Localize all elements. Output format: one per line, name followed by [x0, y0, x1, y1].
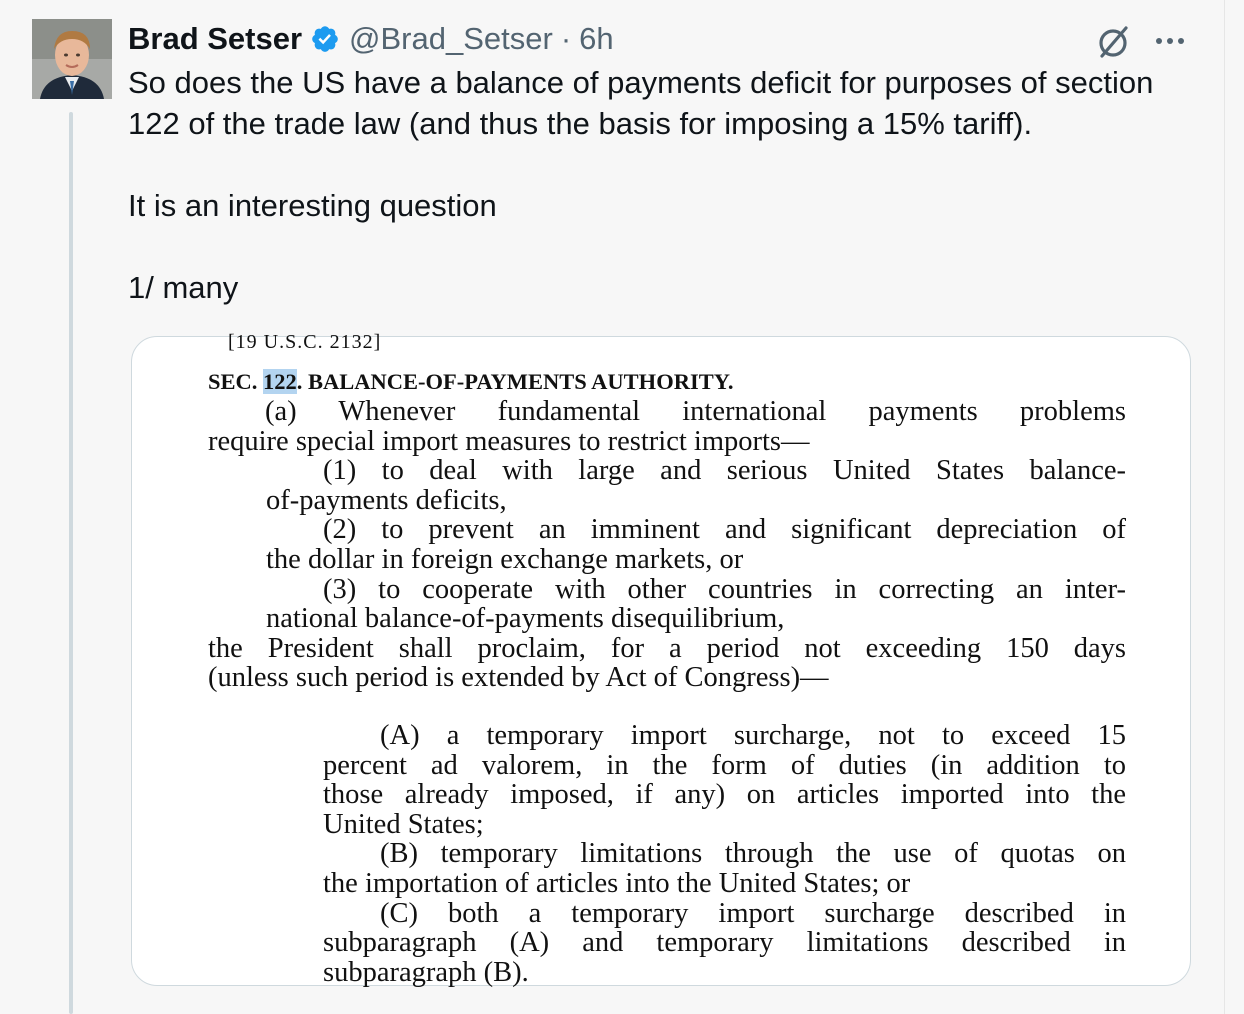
avatar-image: [32, 19, 112, 99]
tweet-line: So does the US have a balance of payments deficit for purposes of section: [128, 65, 1154, 100]
doc-line: United States;: [323, 808, 484, 840]
avatar[interactable]: [32, 19, 112, 99]
tweet-header: [128, 18, 614, 60]
separator-dot: ·: [560, 21, 572, 56]
doc-line: the President shall proclaim, for a period not exceeding 150 days: [208, 632, 1126, 664]
doc-line: (a) Whenever fundamental international payments problems: [265, 396, 1126, 427]
doc-line: (3) to cooperate with other countries in correcting an inter-: [323, 573, 1126, 605]
doc-line: (2) to prevent an imminent and significant depreciation of: [323, 514, 1126, 546]
section-heading: SEC. 122. BALANCE-OF-PAYMENTS AUTHORITY.: [208, 369, 734, 394]
doc-line: (C) both a temporary import surcharge described in: [380, 897, 1126, 929]
cut-off-citation: [19 U.S.C. 2132]: [228, 331, 382, 353]
doc-line: the dollar in foreign exchange markets, or: [266, 543, 744, 575]
doc-line: (1) to deal with large and serious United States balance-: [323, 455, 1126, 487]
doc-line: (A) a temporary import surcharge, not to exceed 15: [380, 719, 1126, 751]
more-icon[interactable]: [1150, 26, 1190, 56]
doc-line: (unless such period is extended by Act of Congress)—: [208, 662, 829, 694]
media-image[interactable]: [131, 331, 1191, 988]
doc-line: subparagraph (B).: [323, 956, 529, 988]
timestamp[interactable]: 6h: [579, 21, 614, 56]
tweet-line: 1/ many: [128, 270, 239, 305]
highlighted-text: 122: [263, 369, 297, 394]
tweet-line: 122 of the trade law (and thus the basis for imposing a 15% tariff).: [128, 106, 1033, 141]
doc-line: of-payments deficits,: [266, 484, 507, 516]
doc-line: percent ad valorem, in the form of duties (in addition to: [323, 749, 1126, 781]
handle[interactable]: @Brad_Setser: [349, 21, 553, 56]
doc-line: those already imposed, if any) on articles imported into the: [323, 779, 1126, 811]
document-excerpt: [208, 367, 1126, 987]
doc-line: subparagraph (A) and temporary limitations described in: [323, 927, 1126, 959]
grok-icon[interactable]: [1094, 22, 1134, 62]
doc-line: national balance-of-payments disequilibrium,: [266, 603, 785, 635]
tweet-text: [128, 62, 1208, 308]
doc-line: require special import measures to restrict imports—: [208, 425, 810, 457]
tweet-line: It is an interesting question: [128, 188, 497, 223]
display-name[interactable]: Brad Setser: [128, 21, 303, 56]
verified-badge-icon[interactable]: [310, 24, 340, 54]
doc-line: (B) temporary limitations through the use of quotas on: [380, 838, 1126, 870]
thread-line: [69, 112, 73, 1014]
doc-line: the importation of articles into the United States; or: [323, 867, 911, 899]
